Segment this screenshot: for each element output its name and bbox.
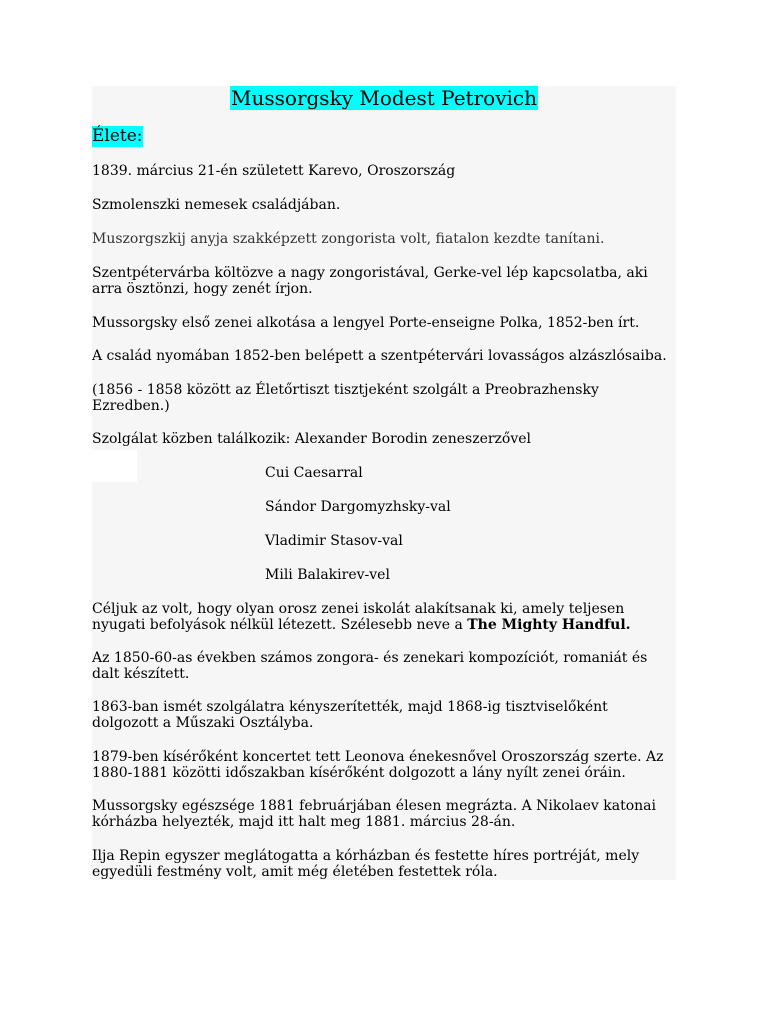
document-page <box>92 86 676 880</box>
section-heading: Élete: <box>92 126 143 146</box>
paragraph-repin: Ilja Repin egyszer meglátogatta a kórházban és festette híres portréját, mely egyedüli festmény volt, amit még életében festettek róla. <box>92 848 640 880</box>
paragraph-compositions: Az 1850-60-as években számos zongora- és zenekari kompozíciót, romaniát és dalt készített. <box>92 650 648 682</box>
paragraph-mighty-handful <box>92 602 676 633</box>
title-row <box>92 86 676 112</box>
list-item-stasov: Vladimir Stasov-val <box>265 533 403 549</box>
paragraph-family: Szmolenszki nemesek családjában. <box>92 197 341 213</box>
paragraph-mother: Muszorgszkij anyja szakképzett zongorista volt, fiatalon kezdte tanítani. <box>92 231 605 247</box>
list-item-balakirev: Mili Balakirev-vel <box>265 567 390 583</box>
document-title: Mussorgsky Modest Petrovich <box>231 86 537 110</box>
mighty-handful-name: The Mighty Handful. <box>467 616 631 633</box>
paragraph-saint-petersburg: Szentpétervárba költözve a nagy zongoristával, Gerke-vel lép kapcsolatba, aki arra ösztönzi, hogy zenét írjon. <box>92 265 648 297</box>
list-item-dargomyzhsky: Sándor Dargomyzhsky-val <box>265 499 451 515</box>
paragraph-service: (1856 - 1858 között az Életőrtiszt tisztjeként szolgált a Preobrazhensky Ezredben.) <box>92 382 599 414</box>
paragraph-health: Mussorgsky egészsége 1881 februárjában élesen megrázta. A Nikolaev katonai kórházba helyezték, majd itt halt meg 1881. március 28-án. <box>92 798 656 830</box>
paragraph-1879: 1879-ben kísérőként koncertet tett Leonova énekesnővel Oroszország szerte. Az 1880-1881 közötti időszakban kísérőként dolgozott a lány nyílt zenei óráin. <box>92 749 664 781</box>
list-item-cui: Cui Caesarral <box>265 465 363 481</box>
paragraph-cavalry: A család nyomában 1852-ben belépett a szentpétervári lovasságos alzászlósaiba. <box>92 348 667 364</box>
blank-region <box>92 450 137 482</box>
paragraph-first-work: Mussorgsky első zenei alkotása a lengyel Porte-enseigne Polka, 1852-ben írt. <box>92 315 640 331</box>
paragraph-1863: 1863-ban ismét szolgálatra kényszerítették, majd 1868-ig tisztviselőként dolgozott a Műszaki Osztályba. <box>92 699 608 731</box>
paragraph-birth: 1839. március 21-én született Karevo, Oroszország <box>92 163 456 179</box>
paragraph-meetings: Szolgálat közben találkozik: Alexander Borodin zeneszerzővel <box>92 431 532 447</box>
paragraph-mighty-handful-text: Céljuk az volt, hogy olyan orosz zenei iskolát alakítsanak ki, amely teljesen nyugati befolyások nélkül létezett. Szélesebb neve a <box>92 601 625 633</box>
